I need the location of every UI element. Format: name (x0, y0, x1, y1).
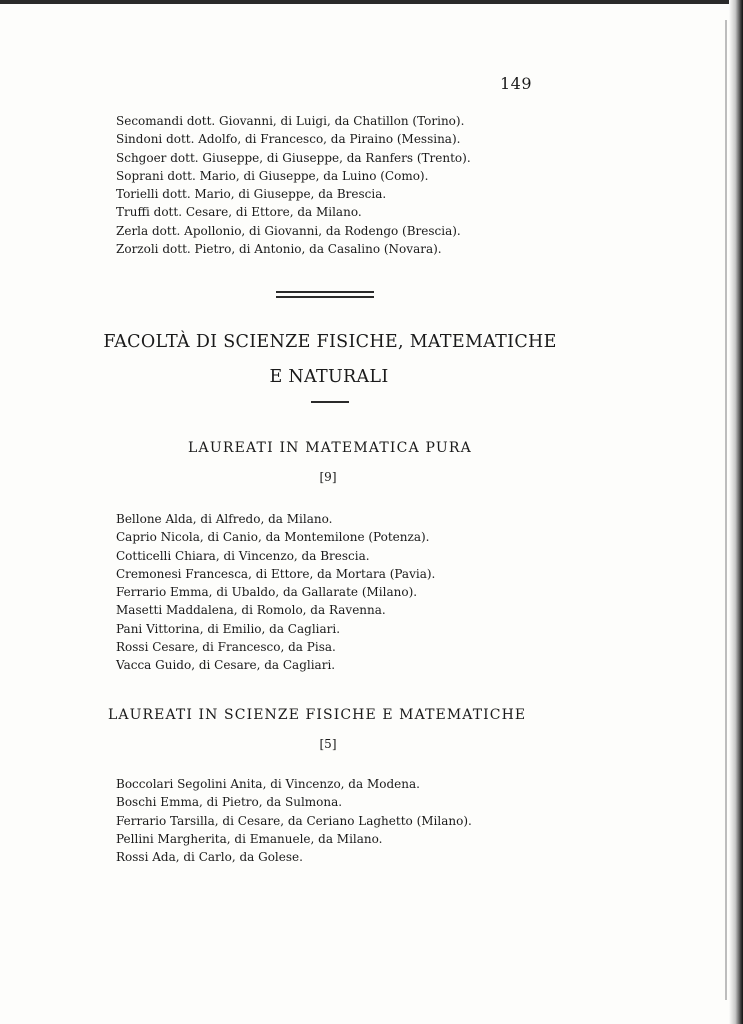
section-heading-math: LAUREATI IN MATEMATICA PURA (188, 440, 472, 456)
faculty-title-line-2: E NATURALI (269, 367, 389, 387)
list-item: Sindoni dott. Adolfo, di Francesco, da Piraino (Messina). (116, 132, 461, 147)
graduate-list-physics (116, 775, 472, 866)
list-item: Cotticelli Chiara, di Vincenzo, da Brescia. (116, 548, 370, 563)
page-right-edge-shadow (729, 0, 743, 1024)
section-count-math: [9] (319, 470, 337, 484)
page-right-edge-line (725, 20, 727, 1000)
list-item: Boschi Emma, di Pietro, da Sulmona. (116, 795, 343, 810)
graduate-list-math (116, 510, 435, 675)
list-item: Zorzoli dott. Pietro, di Antonio, da Casalino (Novara). (116, 242, 442, 257)
list-item: Boccolari Segolini Anita, di Vincenzo, da Modena. (116, 777, 420, 791)
page-number: 149 (500, 74, 533, 93)
faculty-title-line-1: FACOLTÀ DI SCIENZE FISICHE, MATEMATICHE (103, 332, 557, 352)
list-item: Masetti Maddalena, di Romolo, da Ravenna. (116, 603, 386, 618)
list-item: Zerla dott. Apollonio, di Giovanni, da Rodengo (Brescia). (116, 223, 461, 238)
section-count-physics: [5] (319, 737, 337, 751)
title-underline-rule (311, 401, 349, 403)
list-item: Rossi Cesare, di Francesco, da Pisa. (116, 640, 336, 655)
list-item: Rossi Ada, di Carlo, da Golese. (116, 850, 303, 865)
list-item: Pellini Margherita, di Emanuele, da Milano. (116, 831, 383, 846)
list-item: Ferrario Emma, di Ubaldo, da Gallarate (Milano). (116, 585, 418, 600)
list-item: Ferrario Tarsilla, di Cesare, da Ceriano Laghetto (Milano). (116, 813, 472, 828)
double-rule-divider (276, 291, 374, 298)
list-item: Truffi dott. Cesare, di Ettore, da Milano. (116, 205, 362, 220)
list-item: Pani Vittorina, di Emilio, da Cagliari. (116, 621, 341, 636)
list-item: Torielli dott. Mario, di Giuseppe, da Brescia. (116, 187, 387, 202)
list-item: Bellone Alda, di Alfredo, da Milano. (116, 512, 333, 526)
list-item: Schgoer dott. Giuseppe, di Giuseppe, da Ranfers (Trento). (116, 150, 471, 165)
list-item: Caprio Nicola, di Canio, da Montemilone (Potenza). (116, 530, 430, 545)
graduate-list-continued (116, 112, 471, 258)
list-item: Soprani dott. Mario, di Giuseppe, da Luino (Como). (116, 168, 429, 183)
list-item: Vacca Guido, di Cesare, da Cagliari. (116, 658, 336, 673)
section-heading-physics: LAUREATI IN SCIENZE FISICHE E MATEMATICHE (108, 707, 527, 723)
list-item: Secomandi dott. Giovanni, di Luigi, da Chatillon (Torino). (116, 114, 465, 128)
divider-line-bottom (276, 296, 374, 298)
page-top-edge (0, 0, 743, 4)
divider-line-top (276, 291, 374, 293)
list-item: Cremonesi Francesca, di Ettore, da Mortara (Pavia). (116, 566, 436, 581)
